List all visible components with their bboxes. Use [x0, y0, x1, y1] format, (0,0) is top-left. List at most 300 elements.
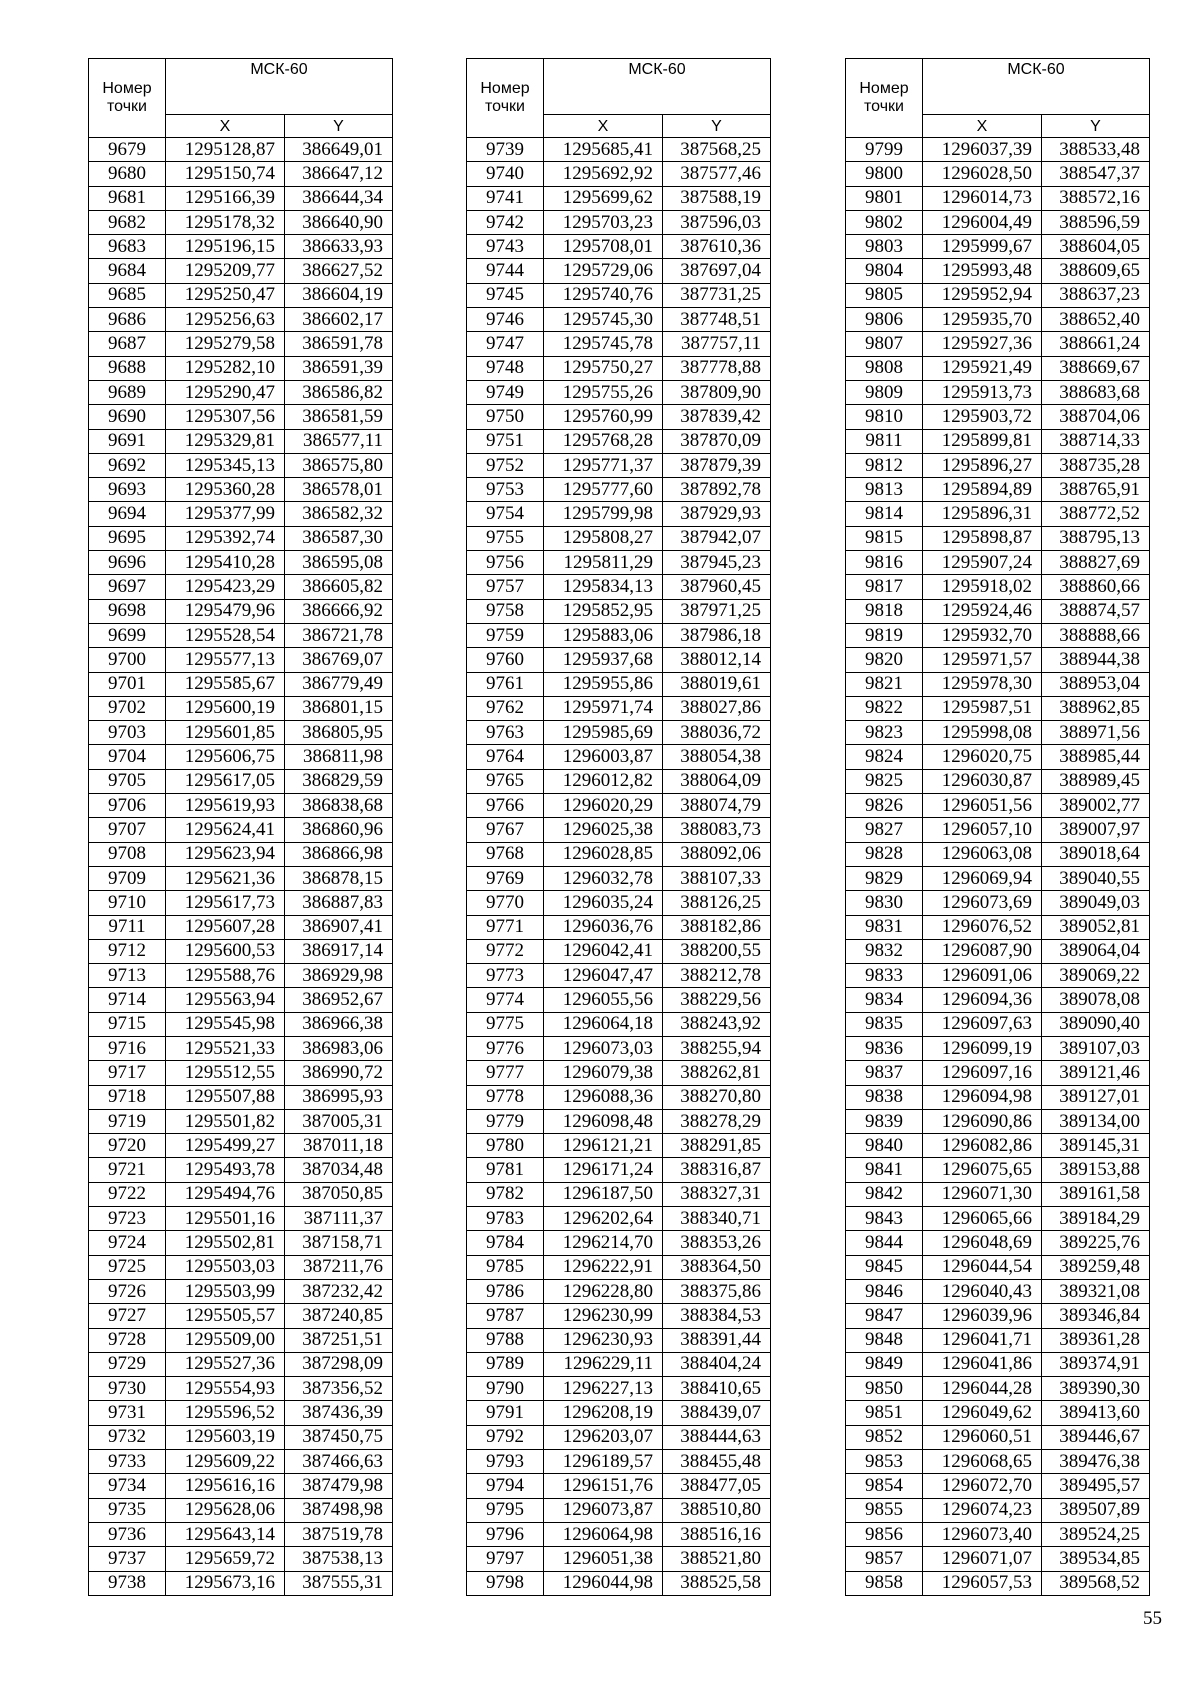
y-coordinate: 388262,81	[663, 1061, 771, 1085]
x-coordinate: 1295501,82	[166, 1109, 285, 1133]
table-row	[846, 818, 1150, 842]
table-row	[846, 235, 1150, 259]
x-coordinate: 1296049,62	[923, 1401, 1042, 1425]
y-coordinate: 386581,59	[285, 405, 393, 429]
point-number: 9698	[89, 599, 166, 623]
y-coordinate: 387942,07	[663, 526, 771, 550]
point-number: 9830	[846, 891, 923, 915]
point-number: 9732	[89, 1425, 166, 1449]
point-number: 9729	[89, 1352, 166, 1376]
x-coordinate: 1296171,24	[544, 1158, 663, 1182]
y-coordinate: 386801,15	[285, 696, 393, 720]
point-number: 9850	[846, 1377, 923, 1401]
x-coordinate: 1295603,19	[166, 1425, 285, 1449]
x-coordinate: 1295209,77	[166, 259, 285, 283]
y-coordinate: 388944,38	[1042, 648, 1150, 672]
point-number: 9780	[467, 1134, 544, 1158]
table-row	[89, 1571, 393, 1595]
y-coordinate: 387555,31	[285, 1571, 393, 1595]
x-coordinate: 1295616,16	[166, 1474, 285, 1498]
point-number: 9738	[89, 1571, 166, 1595]
table-row	[89, 696, 393, 720]
y-coordinate: 386990,72	[285, 1061, 393, 1085]
point-number: 9804	[846, 259, 923, 283]
y-coordinate: 388596,59	[1042, 210, 1150, 234]
table-row	[89, 1450, 393, 1474]
x-coordinate: 1295528,54	[166, 623, 285, 647]
x-coordinate: 1296032,78	[544, 866, 663, 890]
y-coordinate: 389121,46	[1042, 1061, 1150, 1085]
table-row	[467, 891, 771, 915]
point-number: 9769	[467, 866, 544, 890]
point-number: 9815	[846, 526, 923, 550]
y-coordinate: 389007,97	[1042, 818, 1150, 842]
y-coordinate: 388353,26	[663, 1231, 771, 1255]
point-number: 9795	[467, 1498, 544, 1522]
point-number: 9773	[467, 964, 544, 988]
table-row	[846, 1328, 1150, 1352]
y-coordinate: 387892,78	[663, 478, 771, 502]
y-coordinate: 389568,52	[1042, 1571, 1150, 1595]
point-number: 9794	[467, 1474, 544, 1498]
table-row	[467, 1158, 771, 1182]
coordinates-table	[845, 58, 1150, 1596]
x-coordinate: 1296035,24	[544, 891, 663, 915]
table-row	[467, 1352, 771, 1376]
x-column-header: X	[544, 115, 663, 138]
point-number: 9793	[467, 1450, 544, 1474]
y-column-header: Y	[663, 115, 771, 138]
x-coordinate: 1295811,29	[544, 551, 663, 575]
point-number: 9811	[846, 429, 923, 453]
x-coordinate: 1295282,10	[166, 356, 285, 380]
y-coordinate: 387538,13	[285, 1547, 393, 1571]
point-number: 9847	[846, 1304, 923, 1328]
point-number: 9726	[89, 1279, 166, 1303]
coordinates-table	[88, 58, 393, 1596]
x-coordinate: 1296094,98	[923, 1085, 1042, 1109]
table-row	[89, 1036, 393, 1060]
point-number: 9854	[846, 1474, 923, 1498]
y-coordinate: 388229,56	[663, 988, 771, 1012]
x-coordinate: 1296072,70	[923, 1474, 1042, 1498]
x-coordinate: 1296073,03	[544, 1036, 663, 1060]
x-coordinate: 1295377,99	[166, 502, 285, 526]
y-coordinate: 386587,30	[285, 526, 393, 550]
point-number: 9689	[89, 380, 166, 404]
y-coordinate: 388200,55	[663, 939, 771, 963]
y-coordinate: 387498,98	[285, 1498, 393, 1522]
table-row	[467, 1377, 771, 1401]
table-row	[467, 1036, 771, 1060]
point-number: 9801	[846, 186, 923, 210]
y-coordinate: 388609,65	[1042, 259, 1150, 283]
table-row	[846, 283, 1150, 307]
x-coordinate: 1295898,87	[923, 526, 1042, 550]
y-coordinate: 389225,76	[1042, 1231, 1150, 1255]
y-coordinate: 387034,48	[285, 1158, 393, 1182]
x-coordinate: 1296087,90	[923, 939, 1042, 963]
x-coordinate: 1295703,23	[544, 210, 663, 234]
table-row	[89, 623, 393, 647]
y-coordinate: 387251,51	[285, 1328, 393, 1352]
point-number: 9774	[467, 988, 544, 1012]
x-coordinate: 1296037,39	[923, 138, 1042, 162]
table-row	[846, 1352, 1150, 1376]
x-coordinate: 1295621,36	[166, 866, 285, 890]
y-coordinate: 389476,38	[1042, 1450, 1150, 1474]
table-row	[89, 453, 393, 477]
table-row	[467, 1328, 771, 1352]
point-number: 9791	[467, 1401, 544, 1425]
point-number: 9710	[89, 891, 166, 915]
table-row	[467, 429, 771, 453]
point-number: 9692	[89, 453, 166, 477]
point-number: 9786	[467, 1279, 544, 1303]
y-coordinate: 388316,87	[663, 1158, 771, 1182]
point-number: 9822	[846, 696, 923, 720]
x-coordinate: 1296063,08	[923, 842, 1042, 866]
y-coordinate: 387731,25	[663, 283, 771, 307]
table-row	[846, 1109, 1150, 1133]
table-row	[846, 964, 1150, 988]
point-number: 9750	[467, 405, 544, 429]
x-coordinate: 1296068,65	[923, 1450, 1042, 1474]
point-number: 9711	[89, 915, 166, 939]
y-coordinate: 388019,61	[663, 672, 771, 696]
point-number: 9690	[89, 405, 166, 429]
table-row	[846, 186, 1150, 210]
table-row	[846, 769, 1150, 793]
table-row	[846, 1061, 1150, 1085]
y-coordinate: 387748,51	[663, 308, 771, 332]
table-row	[846, 1134, 1150, 1158]
x-coordinate: 1295512,55	[166, 1061, 285, 1085]
x-coordinate: 1296090,86	[923, 1109, 1042, 1133]
point-number: 9740	[467, 162, 544, 186]
point-number: 9766	[467, 794, 544, 818]
x-coordinate: 1296041,71	[923, 1328, 1042, 1352]
x-coordinate: 1295588,76	[166, 964, 285, 988]
coordinates-table	[466, 58, 771, 1596]
y-column-header: Y	[1042, 115, 1150, 138]
x-coordinate: 1295985,69	[544, 721, 663, 745]
point-number: 9799	[846, 138, 923, 162]
table-row	[89, 138, 393, 162]
point-number: 9724	[89, 1231, 166, 1255]
x-coordinate: 1295692,92	[544, 162, 663, 186]
point-number: 9741	[467, 186, 544, 210]
y-coordinate: 386605,82	[285, 575, 393, 599]
x-coordinate: 1295834,13	[544, 575, 663, 599]
table-row	[89, 672, 393, 696]
x-coordinate: 1296025,38	[544, 818, 663, 842]
table-row	[467, 1522, 771, 1546]
x-coordinate: 1296076,52	[923, 915, 1042, 939]
point-number: 9816	[846, 551, 923, 575]
x-coordinate: 1296051,38	[544, 1547, 663, 1571]
y-coordinate: 388772,52	[1042, 502, 1150, 526]
point-number: 9778	[467, 1085, 544, 1109]
x-coordinate: 1295609,22	[166, 1450, 285, 1474]
y-coordinate: 388661,24	[1042, 332, 1150, 356]
table-row	[846, 745, 1150, 769]
y-coordinate: 386887,83	[285, 891, 393, 915]
table-row	[846, 866, 1150, 890]
table-row	[846, 1012, 1150, 1036]
coordinate-system-header: МСК-60	[166, 59, 393, 115]
point-number: 9818	[846, 599, 923, 623]
point-number: 9743	[467, 235, 544, 259]
y-coordinate: 387588,19	[663, 186, 771, 210]
point-number: 9824	[846, 745, 923, 769]
table-row	[846, 332, 1150, 356]
x-coordinate: 1296230,99	[544, 1304, 663, 1328]
y-coordinate: 389321,08	[1042, 1279, 1150, 1303]
y-coordinate: 386779,49	[285, 672, 393, 696]
point-number: 9771	[467, 915, 544, 939]
table-row	[467, 1571, 771, 1595]
point-number: 9855	[846, 1498, 923, 1522]
y-coordinate: 386995,93	[285, 1085, 393, 1109]
point-number: 9848	[846, 1328, 923, 1352]
point-number: 9796	[467, 1522, 544, 1546]
x-coordinate: 1295256,63	[166, 308, 285, 332]
point-number: 9739	[467, 138, 544, 162]
x-coordinate: 1296202,64	[544, 1207, 663, 1231]
x-coordinate: 1295894,89	[923, 478, 1042, 502]
table-row	[467, 1012, 771, 1036]
point-number: 9716	[89, 1036, 166, 1060]
x-coordinate: 1295501,16	[166, 1207, 285, 1231]
y-coordinate: 386917,14	[285, 939, 393, 963]
x-coordinate: 1296060,51	[923, 1425, 1042, 1449]
x-coordinate: 1295494,76	[166, 1182, 285, 1206]
point-number: 9727	[89, 1304, 166, 1328]
table-row	[89, 1012, 393, 1036]
table-row	[89, 988, 393, 1012]
x-coordinate: 1295617,05	[166, 769, 285, 793]
point-number: 9831	[846, 915, 923, 939]
table-row	[89, 1547, 393, 1571]
y-coordinate: 388404,24	[663, 1352, 771, 1376]
y-coordinate: 387111,37	[285, 1207, 393, 1231]
y-coordinate: 386647,12	[285, 162, 393, 186]
x-coordinate: 1296020,75	[923, 745, 1042, 769]
point-number: 9680	[89, 162, 166, 186]
x-coordinate: 1295600,19	[166, 696, 285, 720]
y-coordinate: 388083,73	[663, 818, 771, 842]
x-coordinate: 1295896,31	[923, 502, 1042, 526]
x-coordinate: 1296099,19	[923, 1036, 1042, 1060]
table-row	[846, 794, 1150, 818]
x-coordinate: 1295628,06	[166, 1498, 285, 1522]
point-number: 9704	[89, 745, 166, 769]
x-coordinate: 1296069,94	[923, 866, 1042, 890]
point-number: 9683	[89, 235, 166, 259]
x-coordinate: 1296057,10	[923, 818, 1042, 842]
y-coordinate: 386907,41	[285, 915, 393, 939]
table-row	[89, 769, 393, 793]
y-coordinate: 387778,88	[663, 356, 771, 380]
point-number: 9806	[846, 308, 923, 332]
y-coordinate: 388683,68	[1042, 380, 1150, 404]
x-coordinate: 1295771,37	[544, 453, 663, 477]
point-number: 9751	[467, 429, 544, 453]
table-row	[846, 478, 1150, 502]
y-coordinate: 388439,07	[663, 1401, 771, 1425]
table-row	[467, 648, 771, 672]
table-row	[89, 332, 393, 356]
point-number: 9752	[467, 453, 544, 477]
x-coordinate: 1295896,27	[923, 453, 1042, 477]
point-number: 9775	[467, 1012, 544, 1036]
point-number: 9764	[467, 745, 544, 769]
y-coordinate: 387839,42	[663, 405, 771, 429]
point-number: 9813	[846, 478, 923, 502]
point-number: 9835	[846, 1012, 923, 1036]
y-coordinate: 388182,86	[663, 915, 771, 939]
y-coordinate: 387596,03	[663, 210, 771, 234]
x-coordinate: 1295921,49	[923, 356, 1042, 380]
x-coordinate: 1295808,27	[544, 526, 663, 550]
y-coordinate: 388547,37	[1042, 162, 1150, 186]
x-coordinate: 1295563,94	[166, 988, 285, 1012]
x-coordinate: 1296187,50	[544, 1182, 663, 1206]
y-coordinate: 388327,31	[663, 1182, 771, 1206]
y-coordinate: 386577,11	[285, 429, 393, 453]
point-number: 9706	[89, 794, 166, 818]
table-row	[467, 138, 771, 162]
point-number: 9802	[846, 210, 923, 234]
table-row	[89, 1328, 393, 1352]
table-row	[846, 939, 1150, 963]
y-coordinate: 388444,63	[663, 1425, 771, 1449]
table-row	[89, 1498, 393, 1522]
point-number: 9761	[467, 672, 544, 696]
table-row	[846, 1255, 1150, 1279]
point-number: 9759	[467, 623, 544, 647]
table-row	[467, 939, 771, 963]
point-number: 9768	[467, 842, 544, 866]
table-row	[89, 939, 393, 963]
x-coordinate: 1295360,28	[166, 478, 285, 502]
table-row	[89, 478, 393, 502]
point-number: 9777	[467, 1061, 544, 1085]
table-row	[89, 162, 393, 186]
y-coordinate: 388525,58	[663, 1571, 771, 1595]
x-coordinate: 1295932,70	[923, 623, 1042, 647]
x-coordinate: 1295279,58	[166, 332, 285, 356]
x-coordinate: 1295345,13	[166, 453, 285, 477]
y-coordinate: 388714,33	[1042, 429, 1150, 453]
point-number: 9693	[89, 478, 166, 502]
table-row	[467, 235, 771, 259]
point-number: 9849	[846, 1352, 923, 1376]
table-row	[467, 1231, 771, 1255]
point-number: 9792	[467, 1425, 544, 1449]
table-row	[89, 502, 393, 526]
table-row	[467, 478, 771, 502]
x-coordinate: 1295643,14	[166, 1522, 285, 1546]
table-row	[846, 502, 1150, 526]
y-coordinate: 386966,38	[285, 1012, 393, 1036]
y-coordinate: 386952,67	[285, 988, 393, 1012]
y-coordinate: 387050,85	[285, 1182, 393, 1206]
y-coordinate: 388375,86	[663, 1279, 771, 1303]
x-coordinate: 1296044,98	[544, 1571, 663, 1595]
point-number: 9767	[467, 818, 544, 842]
x-coordinate: 1296208,19	[544, 1401, 663, 1425]
y-coordinate: 388036,72	[663, 721, 771, 745]
table-row	[89, 721, 393, 745]
point-number: 9823	[846, 721, 923, 745]
table-row	[467, 210, 771, 234]
table-row	[467, 575, 771, 599]
table-row	[467, 745, 771, 769]
table-row	[846, 210, 1150, 234]
x-coordinate: 1296036,76	[544, 915, 663, 939]
y-coordinate: 389534,85	[1042, 1547, 1150, 1571]
table-row	[846, 1158, 1150, 1182]
y-coordinate: 388340,71	[663, 1207, 771, 1231]
point-number: 9789	[467, 1352, 544, 1376]
point-number: 9756	[467, 551, 544, 575]
x-coordinate: 1295659,72	[166, 1547, 285, 1571]
x-coordinate: 1296040,43	[923, 1279, 1042, 1303]
x-coordinate: 1296044,28	[923, 1377, 1042, 1401]
x-coordinate: 1295955,86	[544, 672, 663, 696]
point-number: 9843	[846, 1207, 923, 1231]
table-row	[467, 964, 771, 988]
point-number: 9705	[89, 769, 166, 793]
table-row	[467, 1401, 771, 1425]
x-coordinate: 1296071,07	[923, 1547, 1042, 1571]
point-number: 9742	[467, 210, 544, 234]
x-coordinate: 1295907,24	[923, 551, 1042, 575]
y-coordinate: 388521,80	[663, 1547, 771, 1571]
x-coordinate: 1295410,28	[166, 551, 285, 575]
y-coordinate: 389018,64	[1042, 842, 1150, 866]
y-coordinate: 388604,05	[1042, 235, 1150, 259]
point-number: 9691	[89, 429, 166, 453]
y-coordinate: 386829,59	[285, 769, 393, 793]
x-coordinate: 1296094,36	[923, 988, 1042, 1012]
x-coordinate: 1295755,26	[544, 380, 663, 404]
x-coordinate: 1295913,73	[923, 380, 1042, 404]
y-coordinate: 388410,65	[663, 1377, 771, 1401]
point-number: 9765	[467, 769, 544, 793]
y-coordinate: 388860,66	[1042, 575, 1150, 599]
point-number: 9781	[467, 1158, 544, 1182]
point-number: 9735	[89, 1498, 166, 1522]
point-number: 9810	[846, 405, 923, 429]
point-number: 9688	[89, 356, 166, 380]
y-coordinate: 388533,48	[1042, 138, 1150, 162]
x-coordinate: 1296039,96	[923, 1304, 1042, 1328]
y-coordinate: 388704,06	[1042, 405, 1150, 429]
table-row	[89, 891, 393, 915]
point-number: 9788	[467, 1328, 544, 1352]
table-row	[846, 1231, 1150, 1255]
y-coordinate: 387240,85	[285, 1304, 393, 1328]
x-coordinate: 1295196,15	[166, 235, 285, 259]
point-number: 9782	[467, 1182, 544, 1206]
point-number: 9807	[846, 332, 923, 356]
x-coordinate: 1296151,76	[544, 1474, 663, 1498]
y-coordinate: 386769,07	[285, 648, 393, 672]
table-row	[846, 721, 1150, 745]
